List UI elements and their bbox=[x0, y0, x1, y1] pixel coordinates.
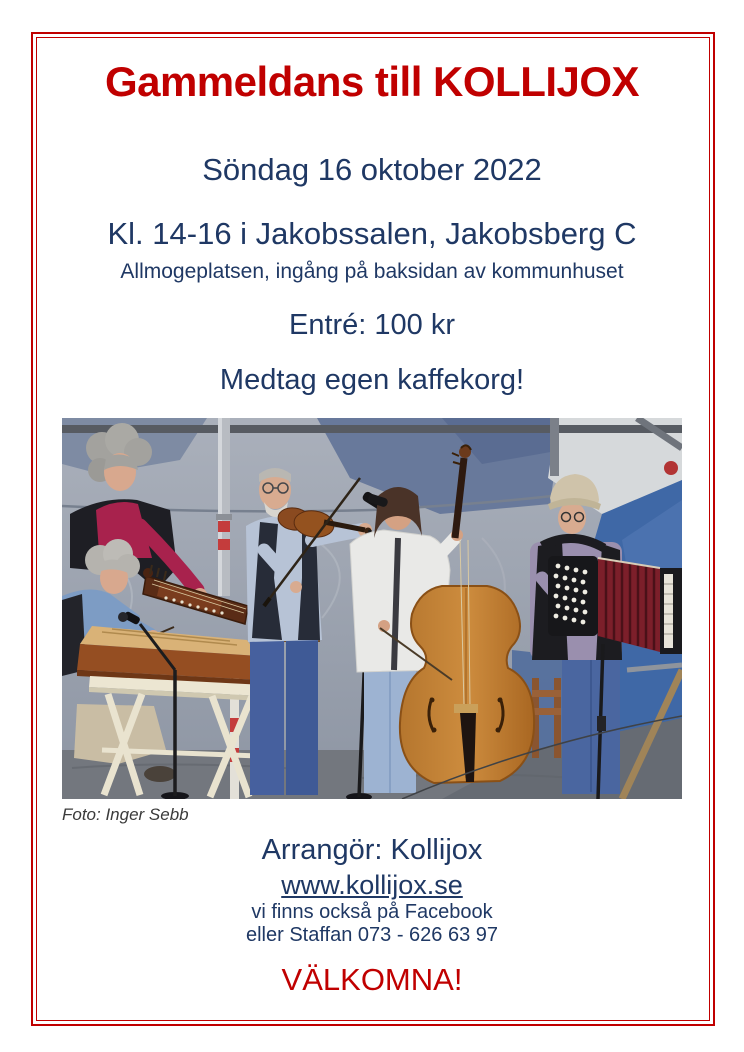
event-location: Kl. 14-16 i Jakobssalen, Jakobsberg C bbox=[107, 216, 637, 251]
entry-fee: Entré: 100 kr bbox=[288, 309, 456, 341]
poster-title: Gammeldans till KOLLIJOX bbox=[104, 58, 640, 105]
bring-note: Medtag egen kaffekorg! bbox=[219, 364, 525, 396]
photo-caption: Foto: Inger Sebb bbox=[62, 805, 189, 824]
event-date: Söndag 16 oktober 2022 bbox=[202, 152, 542, 187]
website-line bbox=[0, 870, 744, 901]
welcome-text: VÄLKOMNA! bbox=[281, 962, 463, 997]
band-photo-illustration bbox=[62, 418, 682, 799]
facebook-note: vi finns också på Facebook bbox=[251, 901, 493, 923]
website-link[interactable]: www.kollijox.se bbox=[281, 870, 463, 900]
band-photo bbox=[62, 418, 682, 799]
event-location-detail: Allmogeplatsen, ingång på baksidan av kommunhuset bbox=[120, 260, 624, 283]
organizer-line: Arrangör: Kollijox bbox=[261, 834, 483, 866]
phone-note: eller Staffan 073 - 626 63 97 bbox=[245, 924, 499, 946]
